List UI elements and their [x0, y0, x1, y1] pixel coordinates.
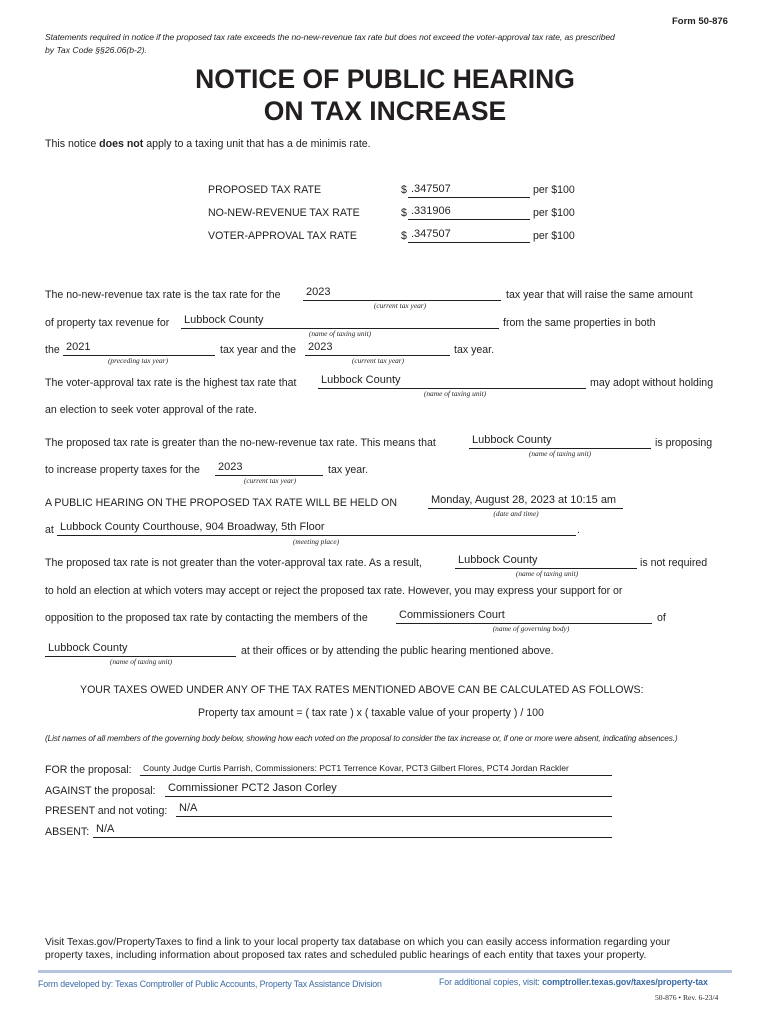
- comptroller-link[interactable]: comptroller.texas.gov/taxes/property-tax: [542, 977, 708, 987]
- para3-text: tax year.: [328, 464, 369, 476]
- vote-label-for: FOR the proposal:: [45, 764, 132, 776]
- para4-text: of: [657, 612, 666, 624]
- para1-text: from the same properties in both: [503, 317, 656, 329]
- hearing-text: A PUBLIC HEARING ON THE PROPOSED TAX RATE WILL BE HELD ON: [45, 497, 398, 509]
- taxing-unit-field[interactable]: Lubbock County: [181, 314, 499, 329]
- field-caption: (current tax year): [243, 476, 297, 485]
- para4-text: at their offices or by attending the public hearing mentioned above.: [241, 645, 554, 657]
- footer-revision: 50-876 • Rev. 6-23/4: [655, 993, 719, 1002]
- field-caption: (name of governing body): [492, 624, 570, 633]
- field-caption: (current tax year): [351, 356, 405, 365]
- para2-text: an election to seek voter approval of the rate.: [45, 404, 258, 416]
- para1-text: The no-new-revenue tax rate is the tax rate for the: [45, 289, 281, 301]
- field-caption: (name of taxing unit): [308, 329, 372, 338]
- field-caption: (name of taxing unit): [515, 569, 579, 578]
- para3-text: to increase property taxes for the: [45, 464, 200, 476]
- form-number: Form 50-876: [672, 16, 728, 27]
- list-note: (List names of all members of the governing body below, showing how each voted on the proposal to consider the tax increase or, if one or more were absent, indicating absences.): [45, 733, 678, 743]
- para4-text: to hold an election at which voters may accept or reject the proposed tax rate. However, you may express your support for or: [45, 585, 623, 597]
- deminimis-note: This notice does not apply to a taxing unit that has a de minimis rate.: [45, 138, 371, 150]
- rate-label-no-new-revenue: NO-NEW-REVENUE TAX RATE: [208, 207, 360, 219]
- visit-text: Visit Texas.gov/PropertyTaxes to find a link to your local property tax database on which you can easily access information regarding your: [45, 937, 671, 948]
- taxes-owed-heading: YOUR TAXES OWED UNDER ANY OF THE TAX RATES MENTIONED ABOVE CAN BE CALCULATED AS FOLLOWS:: [80, 684, 644, 696]
- vote-against-field[interactable]: Commissioner PCT2 Jason Corley: [165, 782, 612, 797]
- para1-text: tax year and the: [220, 344, 296, 356]
- field-caption: (name of taxing unit): [423, 389, 487, 398]
- governing-body-field[interactable]: Commissioners Court: [396, 609, 652, 624]
- footer-rule: [38, 970, 732, 973]
- voter-approval-rate-field[interactable]: .347507: [408, 228, 530, 243]
- visit-text: property taxes, including information about proposed tax rates and scheduled public hearings of each entity that taxes your property.: [45, 950, 647, 961]
- field-caption: (preceding tax year): [107, 356, 169, 365]
- vote-label-present: PRESENT and not voting:: [45, 805, 168, 817]
- para1-text: of property tax revenue for: [45, 317, 170, 329]
- para2-text: may adopt without holding: [590, 377, 714, 389]
- footer-credit: Form developed by: Texas Comptroller of Public Accounts, Property Tax Assistance Division: [38, 979, 382, 989]
- field-caption: (current tax year): [373, 301, 427, 310]
- statute-note-line2: by Tax Code §§26.06(b-2).: [45, 45, 147, 55]
- statute-note: Statements required in notice if the proposed tax rate exceeds the no-new-revenue tax rate but does not exceed the voter-approval tax rate, as prescribed: [45, 32, 615, 42]
- para1-text: tax year.: [454, 344, 495, 356]
- hearing-date-field[interactable]: Monday, August 28, 2023 at 10:15 am: [428, 494, 623, 509]
- vote-label-against: AGAINST the proposal:: [45, 785, 156, 797]
- preceding-tax-year-field[interactable]: 2021: [63, 341, 215, 356]
- field-caption: (meeting place): [292, 537, 340, 546]
- hearing-at: at: [45, 524, 54, 536]
- vote-label-absent: ABSENT:: [45, 826, 90, 838]
- para4-text: is not required: [640, 557, 708, 569]
- current-tax-year-field[interactable]: 2023: [303, 286, 501, 301]
- no-new-revenue-rate-field[interactable]: .331906: [408, 205, 530, 220]
- rate-unit: per $100: [533, 184, 575, 196]
- field-caption: (date and time): [493, 509, 539, 518]
- proposed-rate-field[interactable]: .347507: [408, 183, 530, 198]
- formula: Property tax amount = ( tax rate ) x ( taxable value of your property ) / 100: [198, 707, 544, 719]
- page-title-line2: ON TAX INCREASE: [263, 96, 507, 126]
- rate-unit: per $100: [533, 207, 575, 219]
- para3-text: is proposing: [655, 437, 713, 449]
- field-caption: (name of taxing unit): [109, 657, 173, 666]
- vote-for-field[interactable]: County Judge Curtis Parrish, Commissioners: PCT1 Terrence Kovar, PCT3 Gilbert Flores, PCT4 Jordan Rackler: [140, 761, 612, 776]
- hearing-period: .: [577, 524, 580, 536]
- para2-text: The voter-approval tax rate is the highest tax rate that: [45, 377, 297, 389]
- para4-text: The proposed tax rate is not greater than the voter-approval tax rate. As a result,: [45, 557, 422, 569]
- taxing-unit-field[interactable]: Lubbock County: [318, 374, 586, 389]
- dollar-sign: $: [401, 184, 407, 196]
- vote-present-field[interactable]: N/A: [176, 802, 612, 817]
- footer-copies: For additional copies, visit: comptroller.texas.gov/taxes/property-tax: [439, 977, 708, 987]
- taxing-unit-field[interactable]: Lubbock County: [469, 434, 651, 449]
- taxing-unit-field[interactable]: Lubbock County: [45, 642, 236, 657]
- rate-unit: per $100: [533, 230, 575, 242]
- field-caption: (name of taxing unit): [528, 449, 592, 458]
- meeting-place-field[interactable]: Lubbock County Courthouse, 904 Broadway, 5th Floor: [57, 521, 576, 536]
- para3-text: The proposed tax rate is greater than the no-new-revenue tax rate. This means that: [45, 437, 436, 449]
- current-tax-year-field[interactable]: 2023: [215, 461, 323, 476]
- vote-absent-field[interactable]: N/A: [93, 823, 612, 838]
- dollar-sign: $: [401, 230, 407, 242]
- rate-label-proposed: PROPOSED TAX RATE: [208, 184, 322, 196]
- taxing-unit-field[interactable]: Lubbock County: [455, 554, 637, 569]
- current-tax-year-field[interactable]: 2023: [305, 341, 450, 356]
- rate-label-voter-approval: VOTER-APPROVAL TAX RATE: [208, 230, 357, 242]
- page-title: NOTICE OF PUBLIC HEARING: [195, 64, 575, 94]
- para1-text: the: [45, 344, 60, 356]
- para4-text: opposition to the proposed tax rate by contacting the members of the: [45, 612, 368, 624]
- para1-text: tax year that will raise the same amount: [506, 289, 693, 301]
- dollar-sign: $: [401, 207, 407, 219]
